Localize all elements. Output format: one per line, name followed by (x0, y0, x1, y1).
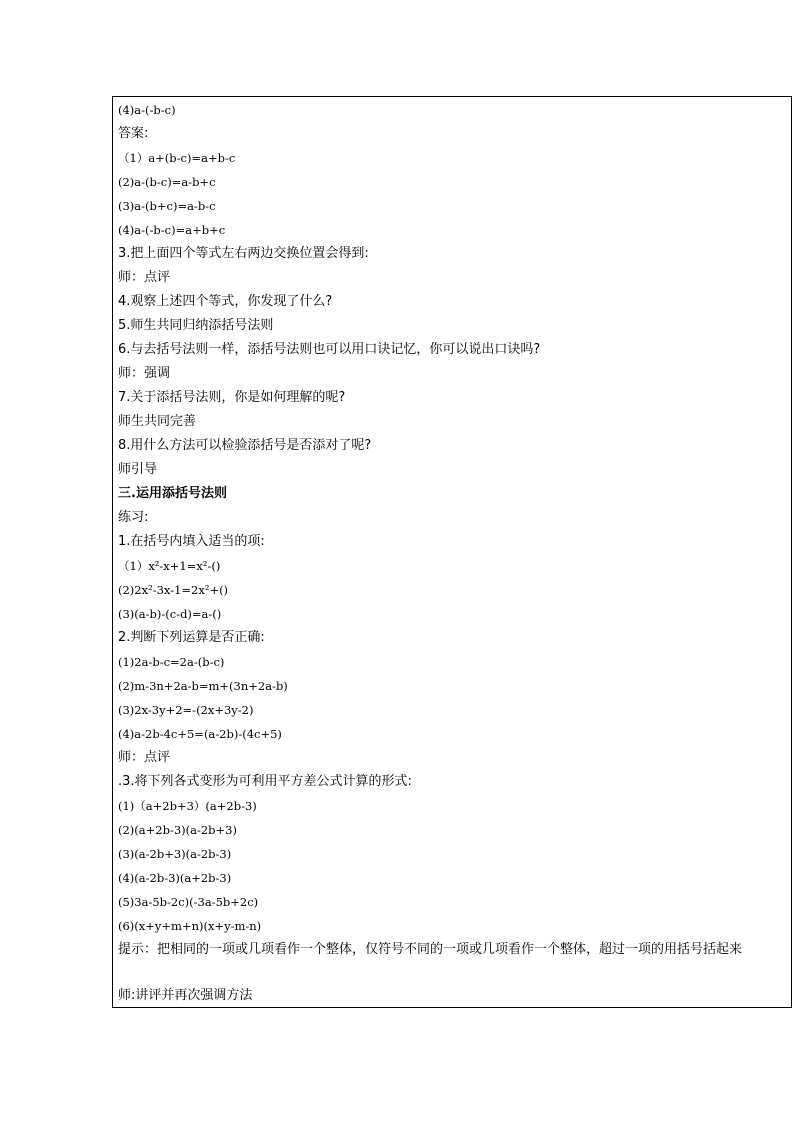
step-text: 4.观察上述四个等式，你发现了什么? (118, 294, 333, 309)
exercise-line: (3)2x-3y+2=-(2x+3y-2) (118, 703, 254, 717)
step-text: 8.用什么方法可以检验添括号是否添对了呢? (118, 438, 372, 453)
section-heading: 三.运用添括号法则 (118, 486, 227, 501)
teacher-note: 师：点评 (118, 270, 171, 285)
exercise-line: (1)（a+2b+3）(a+2b-3) (118, 799, 257, 813)
teacher-note: 师:讲评并再次强调方法 (118, 988, 253, 1003)
exercise-line: (2)2x²-3x-1=2x²+() (118, 583, 229, 597)
answer-line: (3)a-(b+c)=a-b-c (118, 199, 216, 213)
exercise-line: (3)(a-2b+3)(a-2b-3) (118, 847, 232, 861)
exercise-text: 1.在括号内填入适当的项: (118, 534, 265, 549)
exercise-line: (5)3a-5b-2c)(-3a-5b+2c) (118, 895, 259, 909)
answer-line: （1）a+(b-c)=a+b-c (118, 151, 236, 165)
exercise-line: (2)(a+2b-3)(a-2b+3) (118, 823, 237, 837)
answer-heading: 答案: (118, 126, 149, 141)
exercise-line: (6)(x+y+m+n)(x+y-m-n) (118, 919, 262, 933)
answer-line: (2)a-(b-c)=a-b+c (118, 175, 216, 189)
teacher-note: 师：强调 (118, 366, 171, 381)
answer-line: (4)a-(-b-c)=a+b+c (118, 223, 226, 237)
problem-line: (4)a-(-b-c) (118, 103, 176, 117)
teacher-note: 师引导 (118, 462, 158, 477)
step-text: 3.把上面四个等式左右两边交换位置会得到: (118, 246, 369, 261)
step-text: 6.与去括号法则一样，添括号法则也可以用口诀记忆，你可以说出口诀吗? (118, 342, 541, 357)
hint-text: 提示：把相同的一项或几项看作一个整体，仅符号不同的一项或几项看作一个整体，超过一项的用括号括起来 (118, 942, 743, 957)
teacher-note: 师：点评 (118, 750, 171, 765)
exercise-line: (1)2a-b-c=2a-(b-c) (118, 655, 225, 669)
exercise-line: (2)m-3n+2a-b=m+(3n+2a-b) (118, 679, 288, 693)
exercise-line: （1）x²-x+1=x²-() (118, 559, 221, 573)
exercise-text: .3.将下列各式变形为可利用平方差公式计算的形式: (118, 774, 412, 789)
exercise-line: (3)(a-b)-(c-d)=a-() (118, 607, 222, 621)
teacher-note: 师生共同完善 (118, 414, 197, 429)
practice-heading: 练习: (118, 510, 149, 525)
step-text: 5.师生共同归纳添括号法则 (118, 318, 274, 333)
exercise-text: 2.判断下列运算是否正确: (118, 630, 265, 645)
step-text: 7.关于添括号法则，你是如何理解的呢? (118, 390, 346, 405)
exercise-line: (4)a-2b-4c+5=(a-2b)-(4c+5) (118, 727, 282, 741)
exercise-line: (4)(a-2b-3)(a+2b-3) (118, 871, 232, 885)
